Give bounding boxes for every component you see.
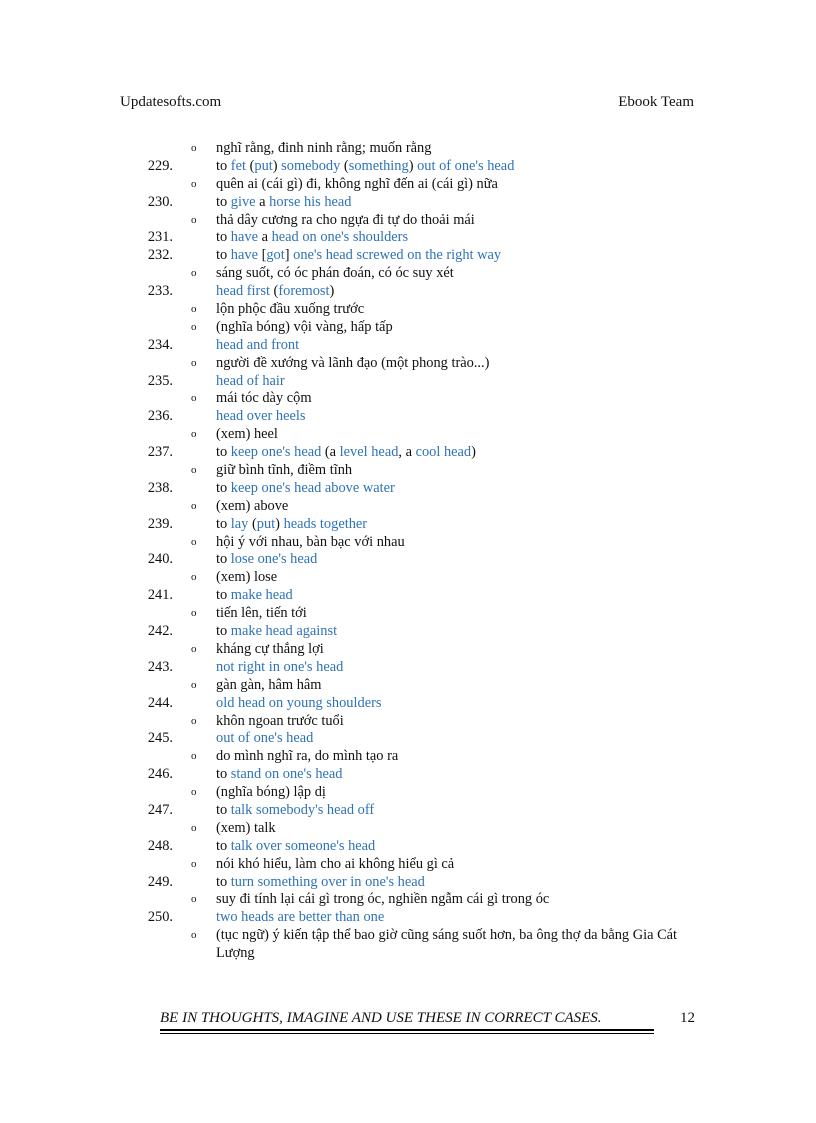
idiom-text: [216, 659, 343, 677]
entry-number: 236.: [147, 408, 173, 425]
idiom-link[interactable]: one's head screwed on the right way: [293, 247, 502, 264]
idiom-link[interactable]: got: [266, 247, 285, 264]
idiom-plain-text: , a: [398, 444, 416, 461]
idiom-plain-text: to: [216, 157, 231, 174]
definition-text: kháng cự thắng lợi: [216, 640, 324, 657]
idiom-plain-text: to: [216, 444, 231, 461]
idiom-text: [216, 247, 501, 265]
definition-text: giữ bình tĩnh, điềm tĩnh: [216, 462, 353, 479]
page-number: 12: [680, 1010, 695, 1026]
idiom-link[interactable]: old head on young shoulders: [216, 694, 382, 711]
circle-bullet-icon: o: [191, 303, 197, 316]
definition-text: người đề xướng và lãnh đạo (một phong trào...): [216, 354, 490, 371]
idiom-plain-text: (: [340, 157, 349, 174]
idiom-text: [216, 337, 299, 355]
idiom-plain-text: to: [216, 801, 231, 818]
idiom-link[interactable]: head over heels: [216, 408, 306, 425]
definition-text: do mình nghĩ ra, do mình tạo ra: [216, 748, 399, 765]
definition-line: [0, 498, 816, 516]
idiom-plain-text: (: [245, 157, 255, 174]
definition-text: nói khó hiểu, làm cho ai không hiểu gì cả: [216, 855, 455, 872]
definition-text: quên ai (cái gì) đi, không nghĩ đến ai (cái gì) nữa: [216, 175, 498, 192]
idiom-link[interactable]: out of one's head: [216, 730, 314, 747]
entry-number: 233.: [147, 283, 173, 300]
idiom-link[interactable]: horse his head: [269, 193, 352, 210]
definition-text: tiến lên, tiến tới: [216, 605, 307, 622]
circle-bullet-icon: o: [191, 893, 197, 906]
circle-bullet-icon: o: [191, 428, 197, 441]
entry-number: 248.: [147, 837, 173, 854]
definition-text: mái tóc dày cộm: [216, 390, 312, 407]
circle-bullet-icon: o: [191, 535, 197, 548]
idiom-link[interactable]: give: [230, 193, 256, 210]
entry-number: 237.: [147, 444, 173, 461]
idiom-link[interactable]: not right in one's head: [216, 658, 344, 675]
definition-line: [0, 462, 816, 480]
idiom-text: [216, 194, 352, 212]
idiom-link[interactable]: make head: [230, 587, 293, 604]
idiom-entry: [0, 874, 816, 892]
idiom-entry: [0, 229, 816, 247]
definition-text: nghĩ rằng, đinh ninh rằng; muốn rằng: [216, 140, 432, 156]
definition-text: sáng suốt, có óc phán đoán, có óc suy xét: [216, 265, 454, 282]
circle-bullet-icon: o: [191, 392, 197, 405]
idiom-entry: [0, 444, 816, 462]
idiom-entry: [0, 766, 816, 784]
definition-text: (xem) lose: [216, 569, 278, 586]
idiom-text: [216, 874, 425, 892]
definition-line: [0, 713, 816, 731]
idiom-entry: [0, 909, 816, 927]
idiom-plain-text: to: [216, 873, 231, 890]
idiom-link[interactable]: make head against: [230, 623, 338, 640]
idiom-plain-text: to: [216, 515, 231, 532]
idiom-link[interactable]: have: [230, 247, 258, 264]
idiom-plain-text: to: [216, 587, 231, 604]
idiom-link[interactable]: have: [230, 229, 258, 246]
definition-line: [0, 784, 816, 802]
idiom-link[interactable]: somebody: [281, 157, 341, 174]
entry-number: 234.: [147, 336, 173, 353]
idiom-link[interactable]: fet: [230, 157, 246, 174]
entry-number: 239.: [147, 515, 173, 532]
definition-line: [0, 820, 816, 838]
idiom-link[interactable]: head on one's shoulders: [271, 229, 409, 246]
entry-number: 247.: [147, 801, 173, 818]
idiom-entry: [0, 408, 816, 426]
definition-line: [0, 677, 816, 695]
idiom-text: [216, 587, 293, 605]
idiom-plain-text: a: [257, 229, 272, 246]
idiom-text: [216, 480, 395, 498]
idiom-entry: [0, 551, 816, 569]
idiom-entry: [0, 337, 816, 355]
idiom-link[interactable]: talk somebody's head off: [230, 801, 375, 818]
idiom-plain-text: to: [216, 193, 231, 210]
circle-bullet-icon: o: [191, 678, 197, 691]
idiom-entry: [0, 480, 816, 498]
idiom-entry: [0, 730, 816, 748]
definition-line: [0, 927, 816, 963]
idiom-entry: [0, 283, 816, 301]
idiom-entry: [0, 516, 816, 534]
idiom-plain-text: to: [216, 623, 231, 640]
idiom-text: [216, 551, 317, 569]
idiom-link[interactable]: head first: [216, 283, 270, 300]
idiom-link[interactable]: lose one's head: [230, 551, 318, 568]
idiom-entry: [0, 247, 816, 265]
definition-line: [0, 534, 816, 552]
definition-line: [0, 856, 816, 874]
idiom-plain-text: to: [216, 229, 231, 246]
definition-text: (xem) above: [216, 497, 289, 514]
definition-line: [0, 140, 816, 158]
circle-bullet-icon: o: [191, 213, 197, 226]
idiom-entry: [0, 838, 816, 856]
circle-bullet-icon: o: [191, 786, 197, 799]
idiom-link[interactable]: put: [254, 157, 273, 174]
definition-line: [0, 605, 816, 623]
circle-bullet-icon: o: [191, 320, 197, 333]
idiom-text: [216, 695, 381, 713]
entry-number: 238.: [147, 479, 173, 496]
definition-text: gàn gàn, hâm hâm: [216, 676, 322, 693]
idiom-text: [216, 730, 313, 748]
idiom-link[interactable]: head and front: [216, 336, 300, 353]
idiom-text: [216, 623, 337, 641]
definition-line: [0, 390, 816, 408]
idiom-plain-text: to: [216, 479, 231, 496]
idiom-plain-text: ): [329, 283, 335, 300]
circle-bullet-icon: o: [191, 267, 197, 280]
footer-rule-thick: [160, 1029, 654, 1031]
idiom-link[interactable]: keep one's head above water: [230, 479, 395, 496]
idiom-plain-text: ): [275, 515, 284, 532]
header-team-name: Ebook Team: [618, 94, 694, 110]
idiom-entry: [0, 587, 816, 605]
circle-bullet-icon: o: [191, 607, 197, 620]
idiom-link[interactable]: heads together: [283, 515, 368, 532]
definition-line: [0, 265, 816, 283]
definition-line: [0, 176, 816, 194]
idiom-link[interactable]: cool head: [415, 444, 472, 461]
circle-bullet-icon: o: [191, 929, 197, 942]
definition-text: hội ý với nhau, bàn bạc với nhau: [216, 533, 405, 550]
idiom-plain-text: [: [257, 247, 267, 264]
idiom-link[interactable]: lay: [230, 515, 249, 532]
idiom-link[interactable]: out of one's head: [417, 157, 515, 174]
footer-slogan: BE IN THOUGHTS, IMAGINE AND USE THESE IN CORRECT CASES.: [160, 1010, 602, 1026]
footer-rule-thin: [160, 1033, 654, 1034]
circle-bullet-icon: o: [191, 464, 197, 477]
entry-number: 241.: [147, 587, 173, 604]
header-site-name: Updatesofts.com: [120, 94, 222, 110]
definition-text: lộn phộc đầu xuống trước: [216, 301, 365, 318]
definition-text: thả dây cương ra cho ngựa đi tự do thoải mái: [216, 211, 475, 228]
idiom-plain-text: ): [471, 444, 476, 461]
entry-number: 230.: [147, 193, 173, 210]
idiom-link[interactable]: put: [256, 515, 276, 532]
idiom-link[interactable]: stand on one's head: [230, 766, 343, 783]
entry-list: [0, 140, 816, 963]
idiom-plain-text: to: [216, 766, 231, 783]
circle-bullet-icon: o: [191, 857, 197, 870]
definition-line: [0, 355, 816, 373]
definition-text: khôn ngoan trước tuổi: [216, 712, 344, 729]
idiom-entry: [0, 695, 816, 713]
definition-text: suy đi tính lại cái gì trong óc, nghiền ngẫm cái gì trong óc: [216, 891, 550, 908]
idiom-plain-text: (a: [321, 444, 340, 461]
idiom-text: [216, 158, 514, 176]
circle-bullet-icon: o: [191, 499, 197, 512]
definition-line: [0, 569, 816, 587]
circle-bullet-icon: o: [191, 571, 197, 584]
idiom-link[interactable]: talk over someone's head: [230, 837, 376, 854]
entry-number: 244.: [147, 694, 173, 711]
idiom-entry: [0, 373, 816, 391]
idiom-text: [216, 766, 343, 784]
idiom-entry: [0, 659, 816, 677]
idiom-plain-text: to: [216, 837, 231, 854]
definition-line: [0, 891, 816, 909]
idiom-link[interactable]: head of hair: [216, 372, 285, 389]
definition-line: [0, 748, 816, 766]
idiom-link[interactable]: level head: [339, 444, 399, 461]
entry-number: 249.: [147, 873, 173, 890]
idiom-entry: [0, 194, 816, 212]
idiom-plain-text: (: [269, 283, 279, 300]
entry-number: 231.: [147, 229, 173, 246]
idiom-link[interactable]: two heads are better than one: [216, 909, 385, 926]
idiom-entry: [0, 623, 816, 641]
entry-number: 245.: [147, 730, 173, 747]
idiom-text: [216, 444, 476, 462]
entry-number: 250.: [147, 909, 173, 926]
idiom-plain-text: ]: [284, 247, 294, 264]
idiom-text: [216, 229, 408, 247]
idiom-text: [216, 516, 367, 534]
definition-line: [0, 212, 816, 230]
idiom-plain-text: to: [216, 551, 231, 568]
idiom-link[interactable]: keep one's head: [230, 444, 322, 461]
entry-number: 229.: [147, 157, 173, 174]
idiom-entry: [0, 158, 816, 176]
entry-number: 240.: [147, 551, 173, 568]
idiom-plain-text: to: [216, 247, 231, 264]
idiom-text: [216, 802, 374, 820]
circle-bullet-icon: o: [191, 142, 197, 154]
idiom-plain-text: a: [255, 193, 270, 210]
entry-number: 246.: [147, 766, 173, 783]
entry-number: 235.: [147, 372, 173, 389]
idiom-link[interactable]: foremost: [278, 283, 330, 300]
definition-line: [0, 319, 816, 337]
circle-bullet-icon: o: [191, 642, 197, 655]
circle-bullet-icon: o: [191, 356, 197, 369]
idiom-plain-text: (: [248, 515, 257, 532]
idiom-text: [216, 838, 375, 856]
definition-line: [0, 641, 816, 659]
definition-text: (tục ngữ) ý kiến tập thể bao giờ cũng sáng suốt hơn, ba ông thợ da bằng Gia Cát Lượng: [216, 927, 678, 962]
definition-text: (xem) talk: [216, 819, 276, 836]
idiom-text: [216, 283, 334, 301]
definition-line: [0, 426, 816, 444]
definition-text: (xem) heel: [216, 426, 278, 443]
idiom-plain-text: ): [408, 157, 418, 174]
definition-text: (nghĩa bóng) vội vàng, hấp tấp: [216, 318, 393, 335]
circle-bullet-icon: o: [191, 177, 197, 190]
entry-number: 243.: [147, 658, 173, 675]
idiom-text: [216, 909, 384, 927]
circle-bullet-icon: o: [191, 750, 197, 763]
idiom-entry: [0, 802, 816, 820]
idiom-text: [216, 373, 285, 391]
idiom-text: [216, 408, 306, 426]
idiom-plain-text: ): [272, 157, 282, 174]
circle-bullet-icon: o: [191, 821, 197, 834]
entry-number: 242.: [147, 623, 173, 640]
entry-number: 232.: [147, 247, 173, 264]
definition-line: [0, 301, 816, 319]
idiom-link[interactable]: turn something over in one's head: [230, 873, 425, 890]
circle-bullet-icon: o: [191, 714, 197, 727]
definition-text: (nghĩa bóng) lập dị: [216, 784, 326, 801]
idiom-link[interactable]: something: [348, 157, 409, 174]
